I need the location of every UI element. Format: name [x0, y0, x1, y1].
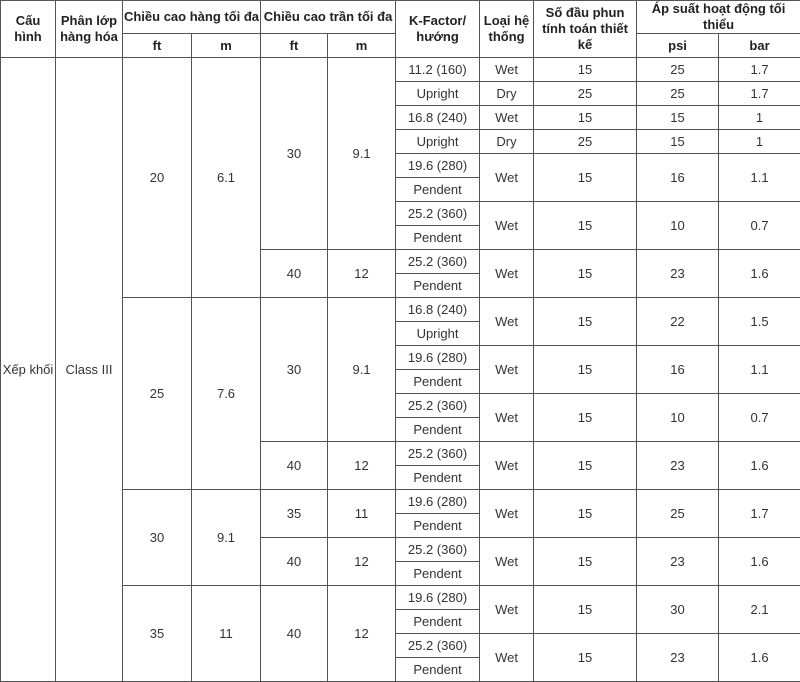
header-storage-m: m — [192, 34, 261, 58]
ceiling-height-m-cell: 9.1 — [328, 298, 396, 442]
orientation-cell: Pendent — [396, 274, 480, 298]
orientation-cell: Upright — [396, 82, 480, 106]
pressure-bar-cell: 1.6 — [719, 442, 800, 490]
k-factor-cell: 16.8 (240) — [396, 106, 480, 130]
pressure-psi-cell: 10 — [637, 202, 719, 250]
design-sprinklers-cell: 15 — [534, 346, 637, 394]
header-storage-ft: ft — [123, 34, 192, 58]
pressure-psi-cell: 15 — [637, 130, 719, 154]
k-factor-cell: 25.2 (360) — [396, 634, 480, 658]
storage-height-ft-cell: 30 — [123, 490, 192, 586]
ceiling-height-m-cell: 12 — [328, 538, 396, 586]
pressure-psi-cell: 23 — [637, 538, 719, 586]
pressure-psi-cell: 16 — [637, 346, 719, 394]
system-type-cell: Wet — [480, 538, 534, 586]
pressure-bar-cell: 1.1 — [719, 346, 800, 394]
design-sprinklers-cell: 15 — [534, 490, 637, 538]
header-config: Cấu hình — [1, 1, 56, 58]
pressure-bar-cell: 0.7 — [719, 202, 800, 250]
pressure-bar-cell: 1.1 — [719, 154, 800, 202]
header-ceiling-ft: ft — [261, 34, 328, 58]
design-sprinklers-cell: 15 — [534, 250, 637, 298]
system-type-cell: Wet — [480, 106, 534, 130]
ceiling-height-ft-cell: 40 — [261, 586, 328, 682]
storage-height-m-cell: 6.1 — [192, 58, 261, 298]
config-cell: Xếp khối — [1, 58, 56, 682]
design-sprinklers-cell: 15 — [534, 106, 637, 130]
system-type-cell: Wet — [480, 634, 534, 682]
header-ceiling-m: m — [328, 34, 396, 58]
pressure-psi-cell: 25 — [637, 490, 719, 538]
pressure-psi-cell: 10 — [637, 394, 719, 442]
ceiling-height-ft-cell: 30 — [261, 58, 328, 250]
ceiling-height-m-cell: 12 — [328, 250, 396, 298]
design-sprinklers-cell: 15 — [534, 154, 637, 202]
pressure-psi-cell: 23 — [637, 442, 719, 490]
header-min-pressure: Áp suất hoạt động tối thiểu — [637, 1, 800, 34]
ceiling-height-ft-cell: 40 — [261, 442, 328, 490]
design-sprinklers-cell: 15 — [534, 538, 637, 586]
system-type-cell: Dry — [480, 82, 534, 106]
pressure-bar-cell: 2.1 — [719, 586, 800, 634]
pressure-bar-cell: 1.7 — [719, 490, 800, 538]
storage-height-m-cell: 11 — [192, 586, 261, 682]
ceiling-height-m-cell: 12 — [328, 442, 396, 490]
pressure-psi-cell: 16 — [637, 154, 719, 202]
design-sprinklers-cell: 15 — [534, 394, 637, 442]
k-factor-cell: 19.6 (280) — [396, 586, 480, 610]
ceiling-height-ft-cell: 35 — [261, 490, 328, 538]
design-sprinklers-cell: 15 — [534, 202, 637, 250]
pressure-bar-cell: 1.6 — [719, 250, 800, 298]
system-type-cell: Wet — [480, 346, 534, 394]
pressure-psi-cell: 23 — [637, 250, 719, 298]
ceiling-height-ft-cell: 40 — [261, 538, 328, 586]
storage-height-m-cell: 7.6 — [192, 298, 261, 490]
orientation-cell: Upright — [396, 130, 480, 154]
header-design-sprinklers: Số đầu phun tính toán thiết kế — [534, 1, 637, 58]
pressure-psi-cell: 25 — [637, 58, 719, 82]
header-k-factor: K-Factor/ hướng — [396, 1, 480, 58]
header-bar: bar — [719, 34, 800, 58]
ceiling-height-ft-cell: 30 — [261, 298, 328, 442]
orientation-cell: Pendent — [396, 370, 480, 394]
k-factor-cell: 19.6 (280) — [396, 346, 480, 370]
pressure-psi-cell: 15 — [637, 106, 719, 130]
k-factor-cell: 25.2 (360) — [396, 202, 480, 226]
design-sprinklers-cell: 15 — [534, 634, 637, 682]
pressure-psi-cell: 30 — [637, 586, 719, 634]
system-type-cell: Wet — [480, 154, 534, 202]
ceiling-height-m-cell: 12 — [328, 586, 396, 682]
table-row — [1, 58, 800, 82]
pressure-bar-cell: 1 — [719, 106, 800, 130]
k-factor-cell: 25.2 (360) — [396, 250, 480, 274]
system-type-cell: Wet — [480, 298, 534, 346]
orientation-cell: Pendent — [396, 562, 480, 586]
pressure-bar-cell: 1 — [719, 130, 800, 154]
storage-height-ft-cell: 35 — [123, 586, 192, 682]
system-type-cell: Wet — [480, 394, 534, 442]
k-factor-cell: 19.6 (280) — [396, 490, 480, 514]
pressure-bar-cell: 1.7 — [719, 58, 800, 82]
orientation-cell: Pendent — [396, 610, 480, 634]
orientation-cell: Pendent — [396, 418, 480, 442]
system-type-cell: Dry — [480, 130, 534, 154]
pressure-psi-cell: 25 — [637, 82, 719, 106]
ceiling-height-m-cell: 9.1 — [328, 58, 396, 250]
k-factor-cell: 16.8 (240) — [396, 298, 480, 322]
table-body — [1, 58, 800, 682]
k-factor-cell: 25.2 (360) — [396, 442, 480, 466]
orientation-cell: Pendent — [396, 466, 480, 490]
system-type-cell: Wet — [480, 586, 534, 634]
pressure-bar-cell: 1.6 — [719, 634, 800, 682]
storage-height-m-cell: 9.1 — [192, 490, 261, 586]
ceiling-height-m-cell: 11 — [328, 490, 396, 538]
header-max-storage-height: Chiều cao hàng tối đa — [123, 1, 261, 34]
design-sprinklers-cell: 25 — [534, 130, 637, 154]
storage-height-ft-cell: 25 — [123, 298, 192, 490]
k-factor-cell: 19.6 (280) — [396, 154, 480, 178]
k-factor-cell: 25.2 (360) — [396, 394, 480, 418]
pressure-psi-cell: 22 — [637, 298, 719, 346]
ceiling-height-ft-cell: 40 — [261, 250, 328, 298]
design-sprinklers-cell: 15 — [534, 298, 637, 346]
orientation-cell: Pendent — [396, 178, 480, 202]
design-sprinklers-cell: 15 — [534, 442, 637, 490]
header-max-ceiling-height: Chiều cao trần tối đa — [261, 1, 396, 34]
storage-height-ft-cell: 20 — [123, 58, 192, 298]
pressure-bar-cell: 0.7 — [719, 394, 800, 442]
orientation-cell: Pendent — [396, 514, 480, 538]
design-sprinklers-cell: 25 — [534, 82, 637, 106]
system-type-cell: Wet — [480, 250, 534, 298]
pressure-psi-cell: 23 — [637, 634, 719, 682]
commodity-class-cell: Class III — [56, 58, 123, 682]
table-header — [1, 1, 800, 58]
system-type-cell: Wet — [480, 442, 534, 490]
pressure-bar-cell: 1.6 — [719, 538, 800, 586]
orientation-cell: Pendent — [396, 226, 480, 250]
system-type-cell: Wet — [480, 58, 534, 82]
header-commodity: Phân lớp hàng hóa — [56, 1, 123, 58]
k-factor-cell: 11.2 (160) — [396, 58, 480, 82]
header-system-type: Loại hệ thống — [480, 1, 534, 58]
system-type-cell: Wet — [480, 202, 534, 250]
system-type-cell: Wet — [480, 490, 534, 538]
orientation-cell: Upright — [396, 322, 480, 346]
header-psi: psi — [637, 34, 719, 58]
orientation-cell: Pendent — [396, 658, 480, 682]
pressure-bar-cell: 1.7 — [719, 82, 800, 106]
pressure-bar-cell: 1.5 — [719, 298, 800, 346]
design-sprinklers-cell: 15 — [534, 58, 637, 82]
design-sprinklers-cell: 15 — [534, 586, 637, 634]
k-factor-cell: 25.2 (360) — [396, 538, 480, 562]
